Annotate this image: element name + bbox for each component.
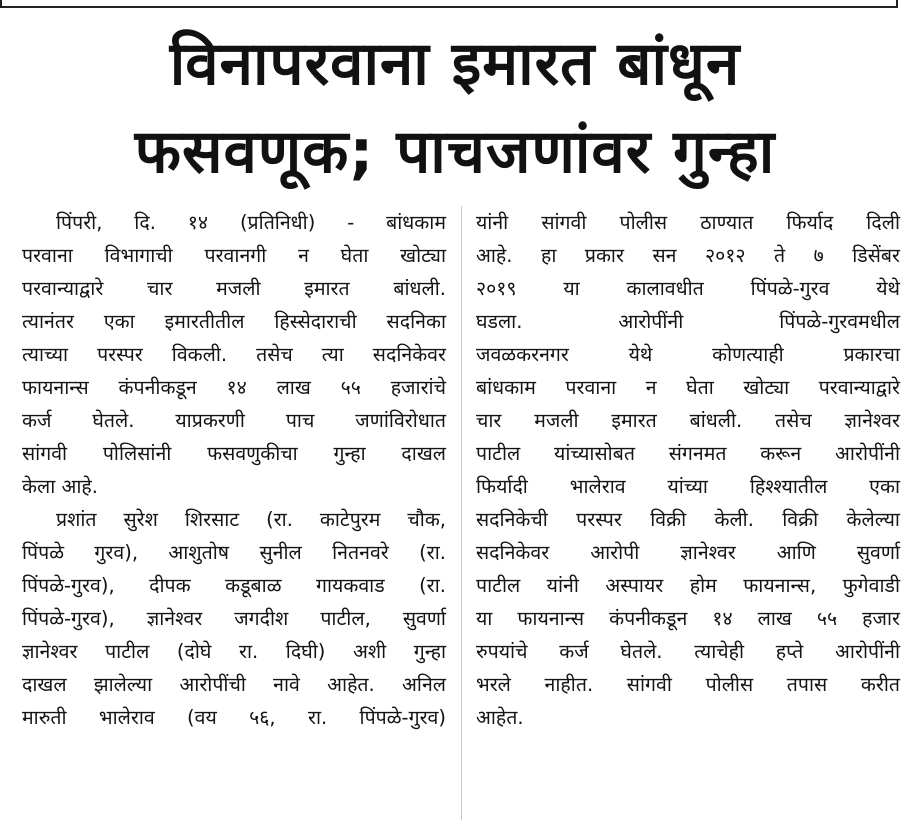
article-line: मारुती भालेराव (वय ५६, रा. पिंपळे-गुरव): [22, 706, 446, 729]
article-line: त्यानंतर एका इमारतीतील हिस्सेदाराची सदनिका: [22, 310, 446, 333]
article-line: सदनिकेवर आरोपी ज्ञानेश्वर आणि सुवर्णा: [476, 541, 900, 564]
article-right-column: [476, 206, 900, 734]
headline-line-2: फसवणूक; पाचजणांवर गुन्हा: [134, 117, 776, 187]
article-line: घडला. आरोपींनी पिंपळे-गुरवमधील: [476, 310, 900, 333]
article-line: जवळकरनगर येथे कोणत्याही प्रकारचा: [476, 343, 900, 366]
article-line: फिर्यादी भालेराव यांच्या हिश्श्यातील एका: [476, 475, 900, 498]
article-line: पिंपळे गुरव), आशुतोष सुनील नितनवरे (रा.: [22, 541, 446, 564]
article-line: सदनिकेची परस्पर विक्री केली. विक्री केलेल्या: [476, 508, 900, 531]
article-line: भरले नाहीत. सांगवी पोलीस तपास करीत: [476, 673, 900, 696]
article-line: दाखल झालेल्या आरोपींची नावे आहेत. अनिल: [22, 673, 446, 696]
top-border-rule: [0, 0, 898, 8]
column-divider: [461, 206, 462, 820]
article-line: २०१९ या कालावधीत पिंपळे-गुरव येथे: [476, 277, 900, 300]
article-line: त्याच्या परस्पर विकली. तसेच त्या सदनिकेवर: [22, 343, 446, 366]
article-line: पिंपळे-गुरव), दीपक कडूबाळ गायकवाड (रा.: [22, 574, 446, 597]
article-line: प्रशांत सुरेश शिरसाट (रा. काटेपुरम चौक,: [56, 508, 446, 531]
article-line: सांगवी पोलिसांनी फसवणुकीचा गुन्हा दाखल: [22, 442, 446, 465]
article-line: केला आहे.: [22, 475, 98, 498]
article-line: ज्ञानेश्वर पाटील (दोघे रा. दिघी) अशी गुन्हा: [22, 640, 446, 663]
article-line: कर्ज घेतले. याप्रकरणी पाच जणांविरोधात: [22, 409, 446, 432]
article-left-column: [22, 206, 446, 734]
article-line: बांधकाम परवाना न घेता खोट्या परवान्याद्वारे: [476, 376, 900, 399]
article-line: रुपयांचे कर्ज घेतले. त्याचेही हप्ते आरोपींनी: [476, 640, 900, 663]
article-line: पाटील यांनी अस्पायर होम फायनान्स, फुगेवाडी: [476, 574, 900, 597]
article-line: या फायनान्स कंपनीकडून १४ लाख ५५ हजार: [476, 607, 900, 630]
article-line: आहेत.: [476, 706, 524, 729]
article-line: फायनान्स कंपनीकडून १४ लाख ५५ हजारांचे: [22, 376, 446, 399]
article-line: आहे. हा प्रकार सन २०१२ ते ७ डिसेंबर: [476, 244, 900, 267]
article-line: परवाना विभागाची परवानगी न घेता खोट्या: [22, 244, 446, 267]
article-line: पिंपरी, दि. १४ (प्रतिनिधी) - बांधकाम: [56, 211, 446, 234]
article-line: पाटील यांच्यासोबत संगनमत करून आरोपींनी: [476, 442, 900, 465]
article-line: चार मजली इमारत बांधली. तसेच ज्ञानेश्वर: [476, 409, 900, 432]
article-line: यांनी सांगवी पोलीस ठाण्यात फिर्याद दिली: [476, 211, 900, 234]
article-line: पिंपळे-गुरव), ज्ञानेश्वर जगदीश पाटील, सुवर्णा: [22, 607, 446, 630]
headline-line-1: विनापरवाना इमारत बांधून: [169, 29, 741, 99]
article-line: परवान्याद्वारे चार मजली इमारत बांधली.: [22, 277, 446, 300]
